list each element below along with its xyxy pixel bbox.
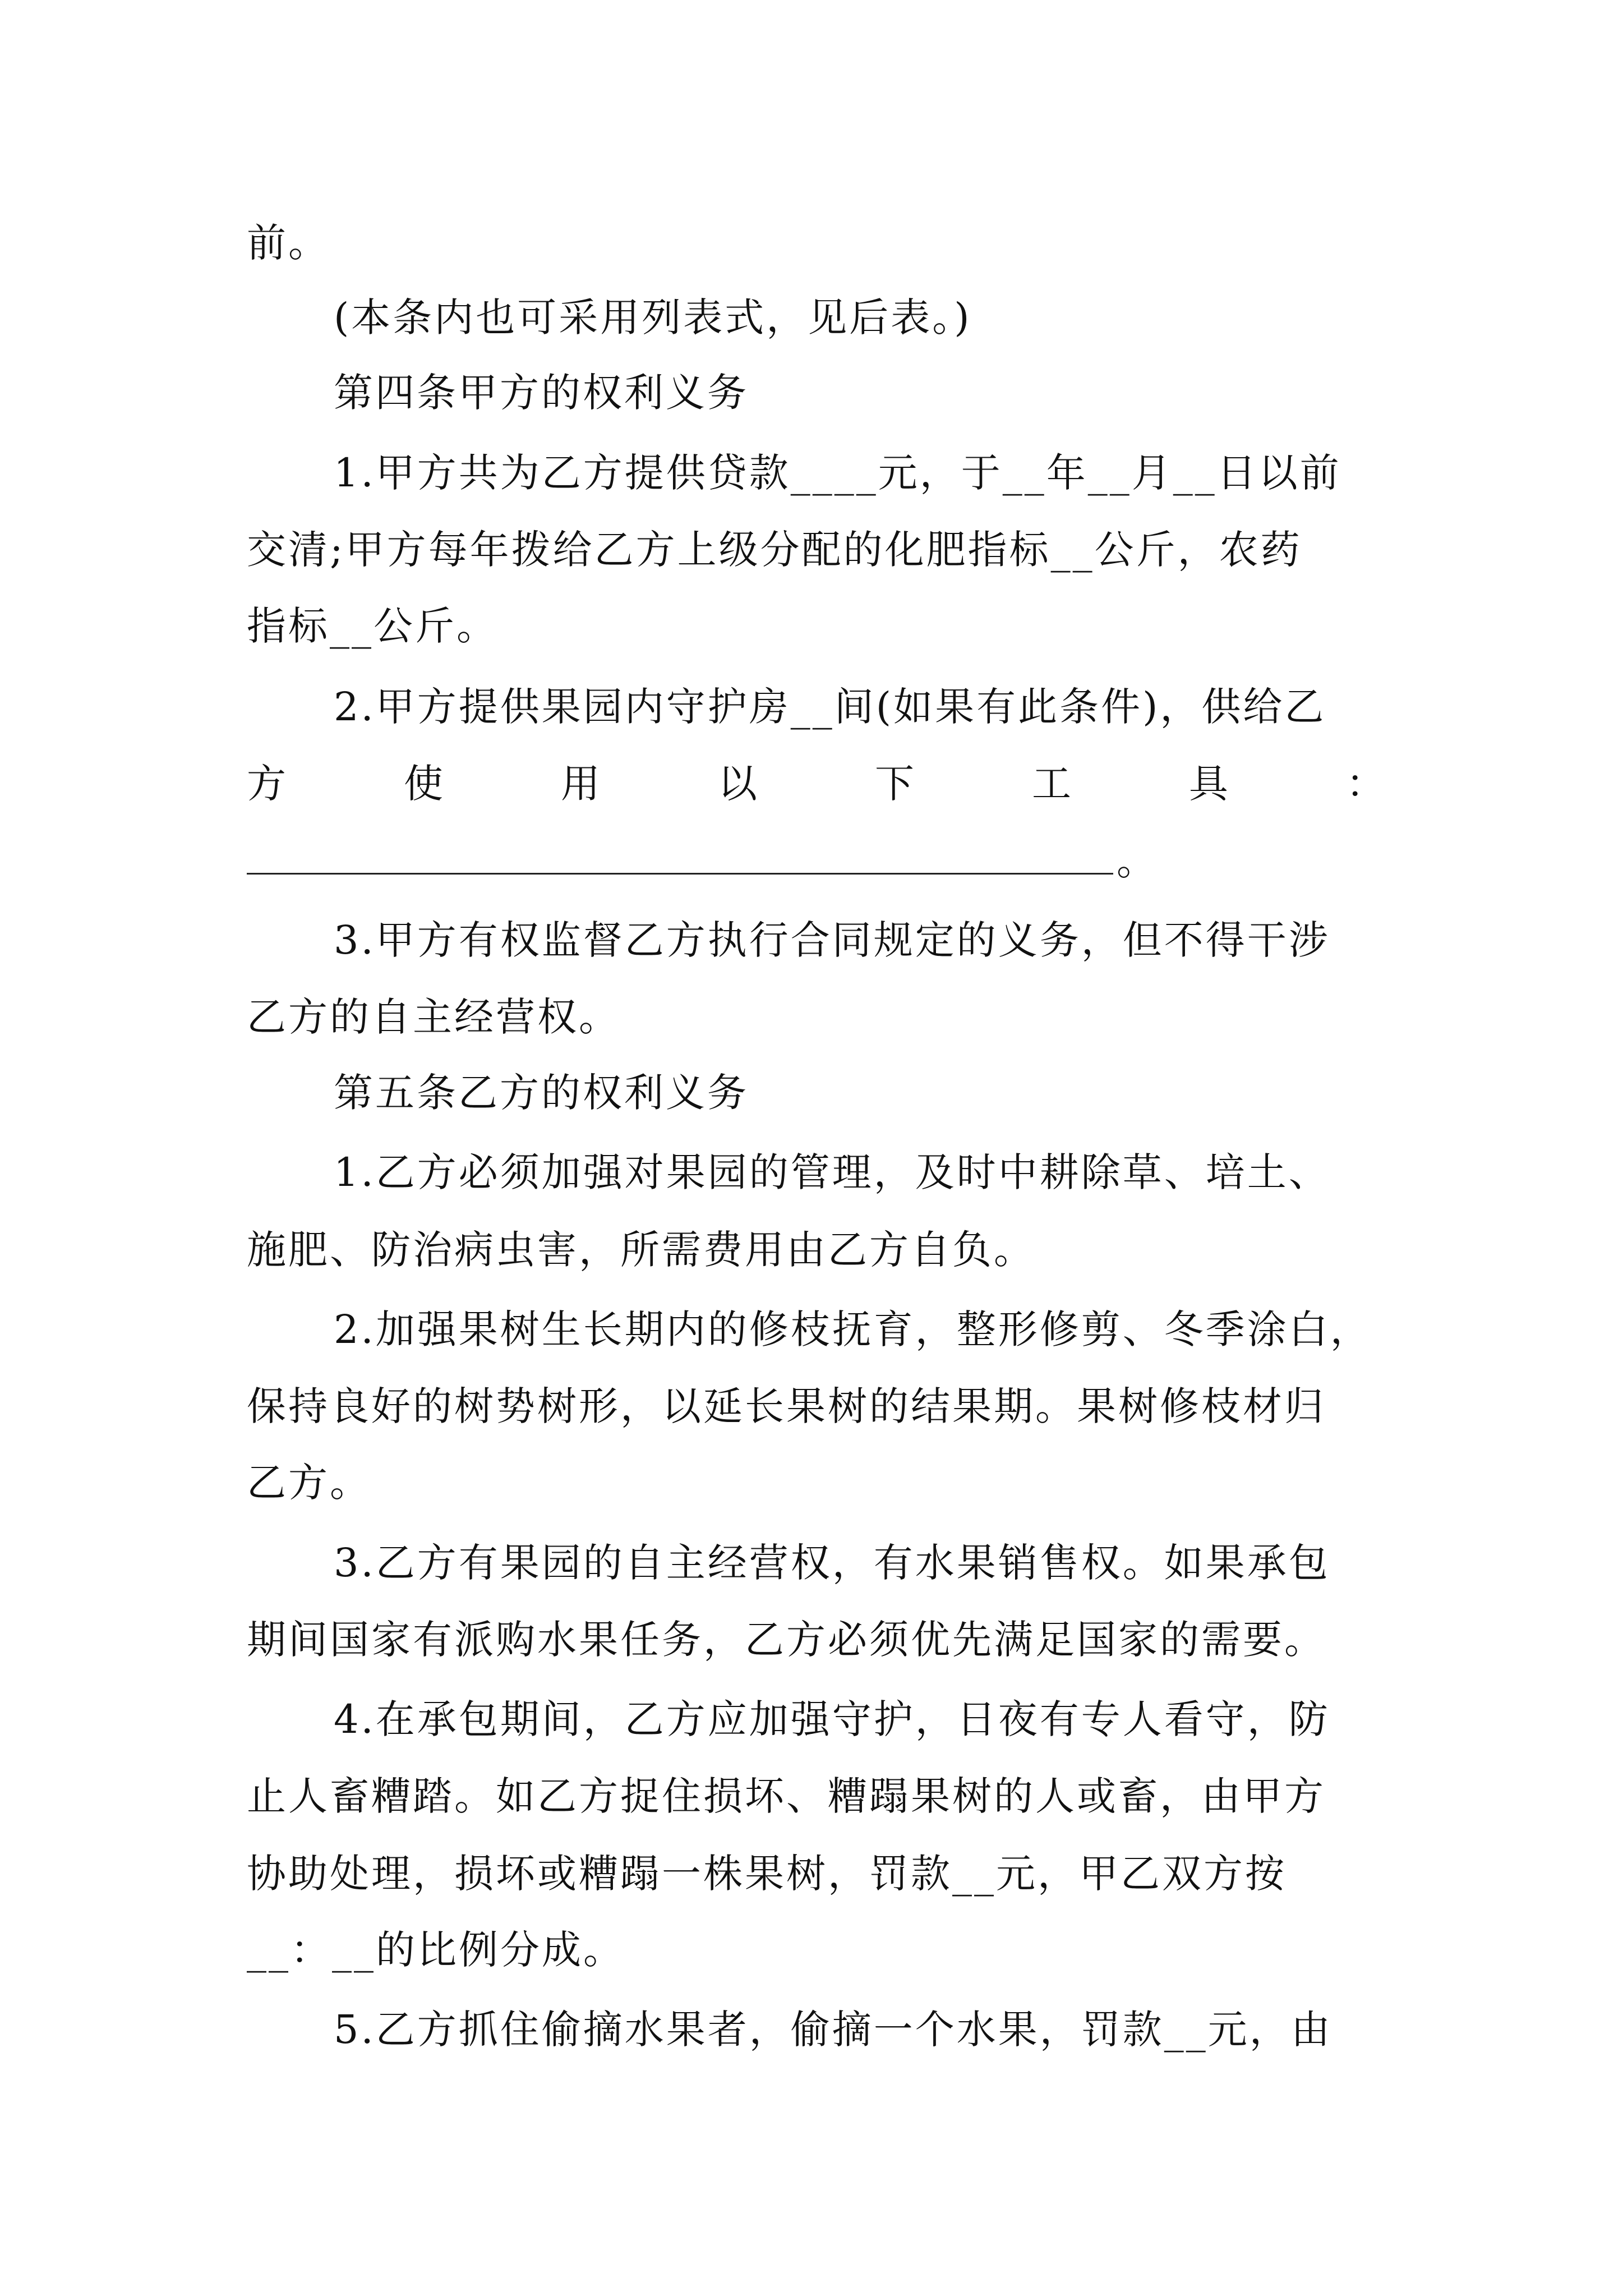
text-line: (本条内也可采用列表式，见后表。) xyxy=(334,295,972,341)
text-char: 以 xyxy=(718,761,757,807)
text-char: ： xyxy=(1346,761,1385,807)
text-char: 下 xyxy=(875,761,914,807)
blank-underline xyxy=(247,834,1113,875)
text-line: 4.在承包期间，乙方应加强守护，日夜有专人看守，防 xyxy=(334,1696,1330,1742)
text-line: 乙方的自主经营权。 xyxy=(247,994,620,1040)
text-line: 1.乙方必须加强对果园的管理，及时中耕除草、培土、 xyxy=(334,1149,1330,1195)
text-line: 1.甲方共为乙方提供贷款____元，于__年__月__日以前 xyxy=(334,450,1341,496)
text-line: 5.乙方抓住偷摘水果者，偷摘一个水果，罚款__元，由 xyxy=(334,2007,1332,2053)
text-line: 3.甲方有权监督乙方执行合同规定的义务，但不得干涉 xyxy=(334,917,1330,963)
text-line: __：__的比例分成。 xyxy=(247,1927,625,1973)
section-heading: 第五条乙方的权利义务 xyxy=(334,1070,749,1116)
text-line: 止人畜糟踏。如乙方捉住损坏、糟蹋果树的人或畜，由甲方 xyxy=(247,1773,1326,1819)
text-char: 用 xyxy=(561,761,600,807)
text-line: 乙方。 xyxy=(247,1460,371,1506)
text-char: 工 xyxy=(1032,761,1071,807)
text-line: 。 xyxy=(1117,838,1158,884)
text-line: 保持良好的树势树形，以延长果树的结果期。果树修枝材归 xyxy=(247,1383,1326,1429)
text-char: 具 xyxy=(1189,761,1228,807)
justified-line xyxy=(247,757,1385,811)
section-heading: 第四条甲方的权利义务 xyxy=(334,370,749,416)
text-char: 方 xyxy=(247,761,286,807)
text-line: 3.乙方有果园的自主经营权，有水果销售权。如果承包 xyxy=(334,1540,1330,1586)
text-line: 施肥、防治病虫害，所需费用由乙方自负。 xyxy=(247,1227,1035,1273)
text-line: 交清;甲方每年拨给乙方上级分配的化肥指标__公斤，农药 xyxy=(247,527,1302,573)
text-line: 2.甲方提供果园内守护房__间(如果有此条件)，供给乙 xyxy=(334,684,1326,730)
text-line: 协助处理，损坏或糟蹋一株果树，罚款__元，甲乙双方按 xyxy=(247,1851,1287,1897)
fill-in-line xyxy=(247,834,1385,887)
text-line: 前。 xyxy=(247,220,330,266)
text-line: 期间国家有派购水果任务，乙方必须优先满足国家的需要。 xyxy=(247,1617,1326,1663)
text-char: 使 xyxy=(404,761,443,807)
text-line: 2.加强果树生长期内的修枝抚育，整形修剪、冬季涂白， xyxy=(334,1306,1372,1352)
text-line: 指标__公斤。 xyxy=(247,603,498,649)
